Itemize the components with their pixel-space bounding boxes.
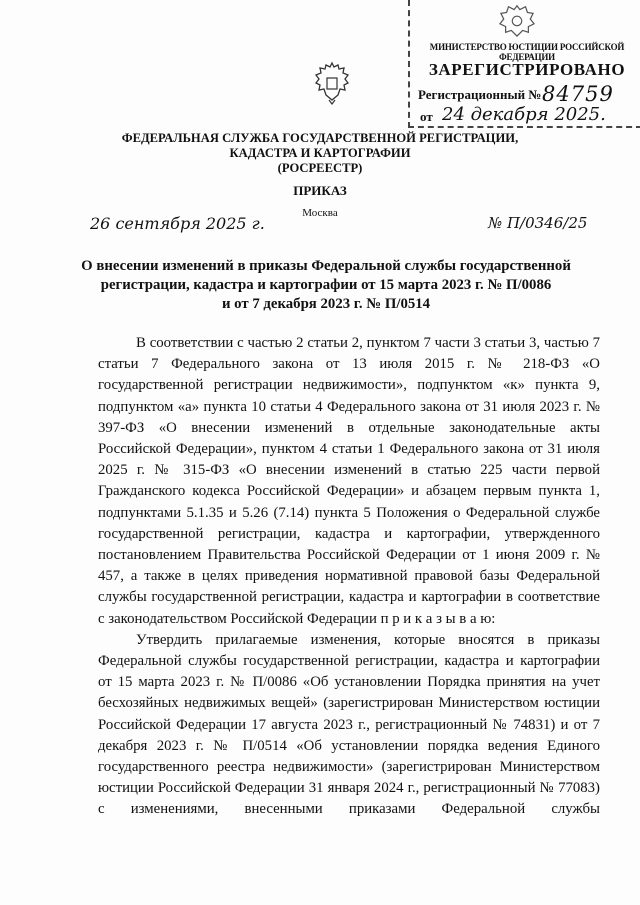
stamp-reg-date: 24 декабря 2025. [442, 104, 606, 125]
heading-line-1: О внесении изменений в приказы Федеральной службы государственной [81, 258, 571, 274]
city: Москва [302, 207, 338, 219]
org-line-2: КАДАСТРА И КАРТОГРАФИИ [229, 146, 411, 160]
org-line-1: ФЕДЕРАЛЬНАЯ СЛУЖБА ГОСУДАРСТВЕННОЙ РЕГИСТРАЦИИ, [121, 131, 519, 145]
stamp-reg-number: 84759 [542, 82, 614, 106]
org-line-3: (РОСРЕЕСТР) [277, 161, 363, 175]
coat-of-arms-icon [498, 2, 536, 38]
stamp-reg-label: Регистрационный № [418, 87, 542, 102]
stamp-title: ЗАРЕГИСТРИРОВАНО [428, 60, 626, 79]
document-body [98, 333, 600, 821]
organization-name [100, 131, 540, 176]
coat-of-arms-icon [312, 60, 352, 106]
paragraph-2: Утвердить прилагаемые изменения, которые вносятся в приказы Федеральной службы государственной регистрации, кадастра и картографии от 15 марта 2023 г. № П/0086 «Об установлении Порядка принятия на учет бесхозяйных недвижимых вещей» (зарегистрирован Министерством юстиции Российской Федерации 17 августа 2023 г., регистрационный № 74831) и от 7 декабря 2023 г. № П/0514 «Об установлении порядка ведения Единого государственного реестра недвижимости» (зарегистрирован Министерством юстиции Российской Федерации 31 января 2024 г., регистрационный № 77083) с изменениями, внесенными приказами Федеральной службы [98, 631, 600, 818]
stamp-ministry: МИНИСТЕРСТВО ЮСТИЦИИ РОССИЙСКОЙ ФЕДЕРАЦИИ [429, 42, 625, 62]
heading-line-3: и от 7 декабря 2023 г. № П/0514 [221, 296, 431, 312]
paragraph-1: В соответствии с частью 2 статьи 2, пунктом 7 части 3 статьи 3, частью 7 статьи 7 Федерального закона от 13 июля 2015 г. № 218-ФЗ «О государственной регистрации недвижимости», подпунктом «к» пункта 9, подпунктом «а» пункта 10 статьи 4 Федерального закона от 31 июля 2023 г. № 397-ФЗ «О внесении изменений в отдельные законодательные акты Российской Федерации», пунктом 4 статьи 1 Федерального закона от 31 июля 2025 г. № 315-ФЗ «О внесении изменений в статью 225 части первой Гражданского кодекса Российской Федерации» и абзацем первым пункта 1, подпунктами 5.1.35 и 5.26 (7.14) пункта 5 Положения о Федеральной службе государственной регистрации, кадастра и картографии, утвержденного постановлением Правительства Российской Федерации от 1 июня 2009 г. № 457, а также в целях приведения нормативной правовой базы Федеральной службы государственной регистрации, кадастра и картографии в соответствие с законодательством Российской Федерации п р и к а з ы в а ю: [98, 335, 600, 627]
document-heading [76, 257, 576, 314]
document-type: ПРИКАЗ [293, 183, 347, 198]
order-number: № П/0346/25 [488, 214, 588, 232]
heading-line-2: регистрации, кадастра и картографии от 15 марта 2023 г. № П/0086 [100, 277, 552, 293]
stamp-from-label: от [420, 109, 433, 124]
order-date: 26 сентября 2025 г. [90, 214, 265, 233]
registration-stamp [408, 0, 640, 128]
